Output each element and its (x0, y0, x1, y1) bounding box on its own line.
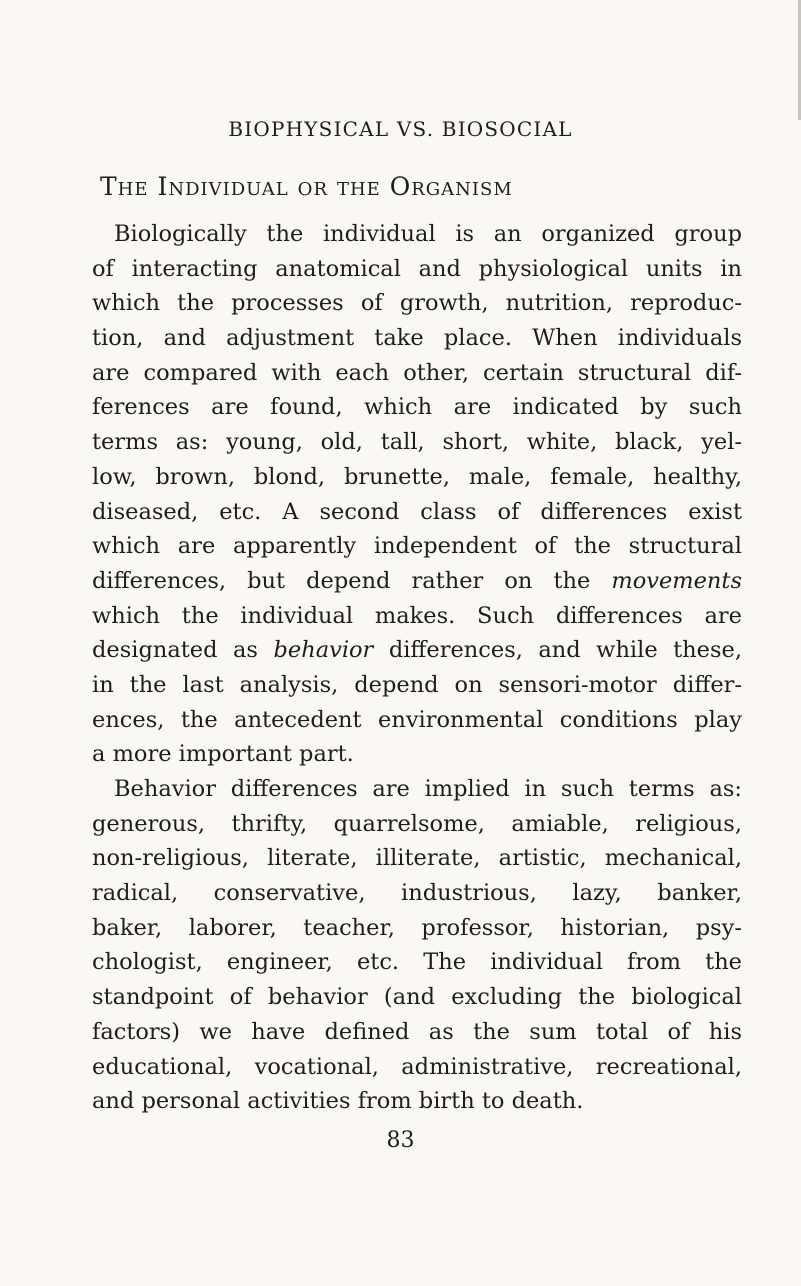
paragraph-2 (92, 772, 742, 1119)
text-line: ences, the antecedent environmental conditions play (92, 706, 742, 733)
text-line: diseased, etc. A second class of differences exist (92, 498, 742, 525)
text-line: are compared with each other, certain structural dif- (92, 359, 742, 386)
text-line: a more important part. (92, 741, 354, 768)
emphasis-behavior: behavior (273, 637, 374, 664)
text-line: tion, and adjustment take place. When individuals (92, 325, 742, 352)
text-line: non-religious, literate, illiterate, artistic, mechanical, (92, 845, 742, 872)
text-line: of interacting anatomical and physiological units in (92, 255, 742, 282)
text-line: ferences are found, which are indicated by such (92, 394, 742, 421)
text-line: terms as: young, old, tall, short, white, black, yel- (92, 429, 742, 456)
text-line: and personal activities from birth to death. (92, 1088, 584, 1115)
text-line: factors) we have defined as the sum total of his (92, 1018, 742, 1045)
text-line: Behavior differences are implied in such terms as: (114, 776, 742, 802)
text-line: radical, conservative, industrious, lazy, banker, (92, 880, 742, 907)
running-head: BIOPHYSICAL VS. BIOSOCIAL (228, 117, 573, 141)
text-line: designated as behavior differences, and while these, (92, 637, 742, 664)
text-line: generous, thrifty, quarrelsome, amiable, religious, (92, 810, 742, 837)
emphasis-movements: movements (611, 567, 742, 594)
text-line: baker, laborer, teacher, professor, historian, psy- (92, 914, 742, 941)
text-line: chologist, engineer, etc. The individual from the (92, 949, 742, 976)
body-text (92, 217, 742, 1119)
text-line: in the last analysis, depend on sensori-motor differ- (92, 671, 742, 698)
text-line: low, brown, blond, brunette, male, female, healthy, (92, 463, 742, 490)
paragraph-1 (92, 217, 742, 772)
text-line: standpoint of behavior (and excluding the biological (92, 984, 742, 1011)
text-line: Biologically the individual is an organized group (114, 221, 742, 247)
page-number: 83 (386, 1128, 415, 1153)
text-line: which the processes of growth, nutrition, reproduc- (92, 290, 742, 317)
text-line: which the individual makes. Such differences are (92, 602, 742, 629)
section-title: The Individual or the Organism (100, 172, 513, 201)
text-line: which are apparently independent of the structural (92, 533, 742, 560)
text-line: educational, vocational, administrative, recreational, (92, 1053, 742, 1080)
text-line: differences, but depend rather on the movements (92, 567, 742, 594)
